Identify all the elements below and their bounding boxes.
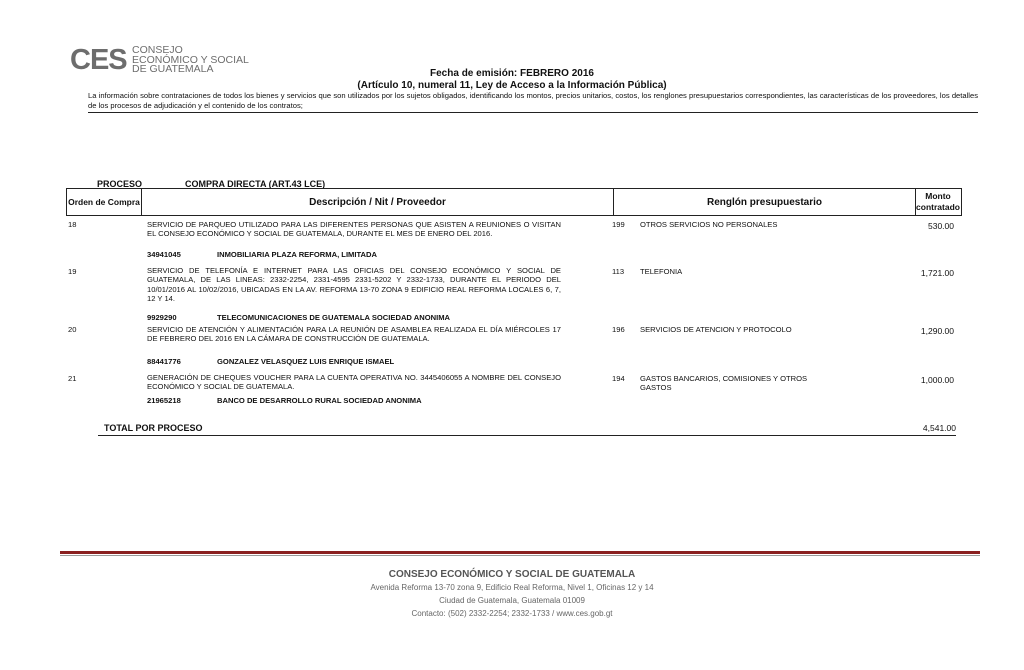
header-description: Descripción / Nit / Proveedor: [142, 189, 614, 215]
footer-contact: Contacto: (502) 2332-2254; 2332-1733 / www.ces.gob.gt: [411, 609, 613, 618]
provider-name: GONZALEZ VELASQUEZ LUIS ENRIQUE ISMAEL: [217, 357, 395, 366]
provider-nit: 88441776: [147, 357, 181, 366]
provider-nit: 21965218: [147, 396, 181, 405]
provider-name: TELECOMUNICACIONES DE GUATEMALA SOCIEDAD ANONIMA: [217, 313, 451, 322]
row-provider: [147, 313, 450, 322]
provider-nit: 34941045: [147, 250, 181, 259]
renglon-code: 113: [612, 267, 625, 276]
renglon-name: OTROS SERVICIOS NO PERSONALES: [640, 220, 778, 229]
row-description: SERVICIO DE ATENCIÓN Y ALIMENTACIÓN PARA LA REUNIÓN DE ASAMBLEA REALIZADA EL DÍA MIÉRCOLES 17 DE FEBRERO DEL 2016 EN LA CÁMARA DE CONSTRUCCIÓN DE GUATEMALA.: [147, 325, 561, 344]
order-number: 18: [68, 220, 77, 229]
total-divider: [98, 435, 956, 436]
row-description: SERVICIO DE TELEFONÍA E INTERNET PARA LAS OFICIAS DEL CONSEJO ECONÓMICO Y SOCIAL DE GUATEMALA, DE LAS LINEAS: 2332-2254, 2331-4595 2331-5202 Y 2332-1733, DURANTE EL PERIODO DEL 10/01/2016 AL 10/02/2016, UBICADAS EN LA AV. REFORMA 13-70 ZONA 9 EDIFICIO REAL REFORMA LOCALES 6, 7, 12 Y 14.: [147, 266, 561, 304]
logo-line-2: ECONÓMICO Y SOCIAL: [132, 53, 249, 66]
provider-nit: 9929290: [147, 313, 177, 322]
row-amount: 1,000.00: [920, 375, 954, 385]
logo-line-3: DE GUATEMALA: [132, 63, 214, 75]
row-provider: [147, 357, 394, 366]
total-label: TOTAL POR PROCESO: [104, 423, 203, 433]
renglon-code: 199: [612, 220, 625, 229]
row-description: SERVICIO DE PARQUEO UTILIZADO PARA LAS DIFERENTES PERSONAS QUE ASISTEN A REUNIONES O VISITAN EL CONSEJO ECONÓMICO Y SOCIAL DE GUATEMALA, DURANTE EL MES DE ENERO DEL 2016.: [147, 220, 561, 239]
row-amount: 1,721.00: [920, 268, 954, 278]
document-title: Fecha de emisión: FEBRERO 2016: [430, 68, 594, 79]
logo-line-1: CONSEJO: [132, 44, 183, 56]
header-renglon: Renglón presupuestario: [614, 189, 916, 215]
process-value: COMPRA DIRECTA (ART.43 LCE): [185, 179, 326, 189]
row-description: GENERACIÓN DE CHEQUES VOUCHER PARA LA CUENTA OPERATIVA NO. 3445406055 A NOMBRE DEL CONSEJO ECONÓMICO Y SOCIAL DE GUATEMALA.: [147, 373, 561, 392]
row-amount: 530.00: [928, 221, 954, 231]
header-order: Orden de Compra: [67, 189, 142, 215]
provider-name: INMOBILIARIA PLAZA REFORMA, LIMITADA: [217, 250, 378, 259]
document-subtitle: (Artículo 10, numeral 11, Ley de Acceso a la Información Pública): [357, 80, 667, 91]
logo-acronym: CES: [70, 44, 127, 76]
table-header: [66, 188, 962, 216]
provider-name: BANCO DE DESARROLLO RURAL SOCIEDAD ANONIMA: [217, 396, 422, 405]
intro-paragraph: La información sobre contrataciones de todos los bienes y servicios que son utilizados por los sujetos obligados, identificando los montos, precios unitarios, costos, los renglones presupuestarios correspondientes, las características de los proveedores, los detalles de los procesos de adjudicación y el contenido de los contratos;: [88, 91, 978, 110]
renglon-code: 194: [612, 374, 625, 383]
footer-accent-bar: [60, 551, 980, 554]
footer-divider: [60, 555, 980, 556]
renglon-code: 196: [612, 325, 625, 334]
order-number: 20: [68, 325, 77, 334]
row-amount: 1,290.00: [920, 326, 954, 336]
renglon-name: GASTOS BANCARIOS, COMISIONES Y OTROS GASTOS: [640, 374, 808, 393]
order-number: 21: [68, 374, 77, 383]
renglon-name: TELEFONIA: [640, 267, 683, 276]
footer-org: CONSEJO ECONÓMICO Y SOCIAL DE GUATEMALA: [388, 569, 636, 580]
row-provider: [147, 396, 422, 405]
intro-divider: [88, 112, 978, 113]
footer-address-1: Avenida Reforma 13-70 zona 9, Edificio Real Reforma, Nivel 1, Oficinas 12 y 14: [370, 583, 654, 592]
order-number: 19: [68, 267, 77, 276]
total-amount: 4,541.00: [922, 423, 956, 433]
footer-address-2: Ciudad de Guatemala, Guatemala 01009: [439, 596, 585, 605]
row-provider: [147, 250, 377, 259]
renglon-name: SERVICIOS DE ATENCION Y PROTOCOLO: [640, 325, 792, 334]
process-label: PROCESO: [97, 179, 143, 189]
header-amount: Monto contratado: [916, 191, 960, 212]
